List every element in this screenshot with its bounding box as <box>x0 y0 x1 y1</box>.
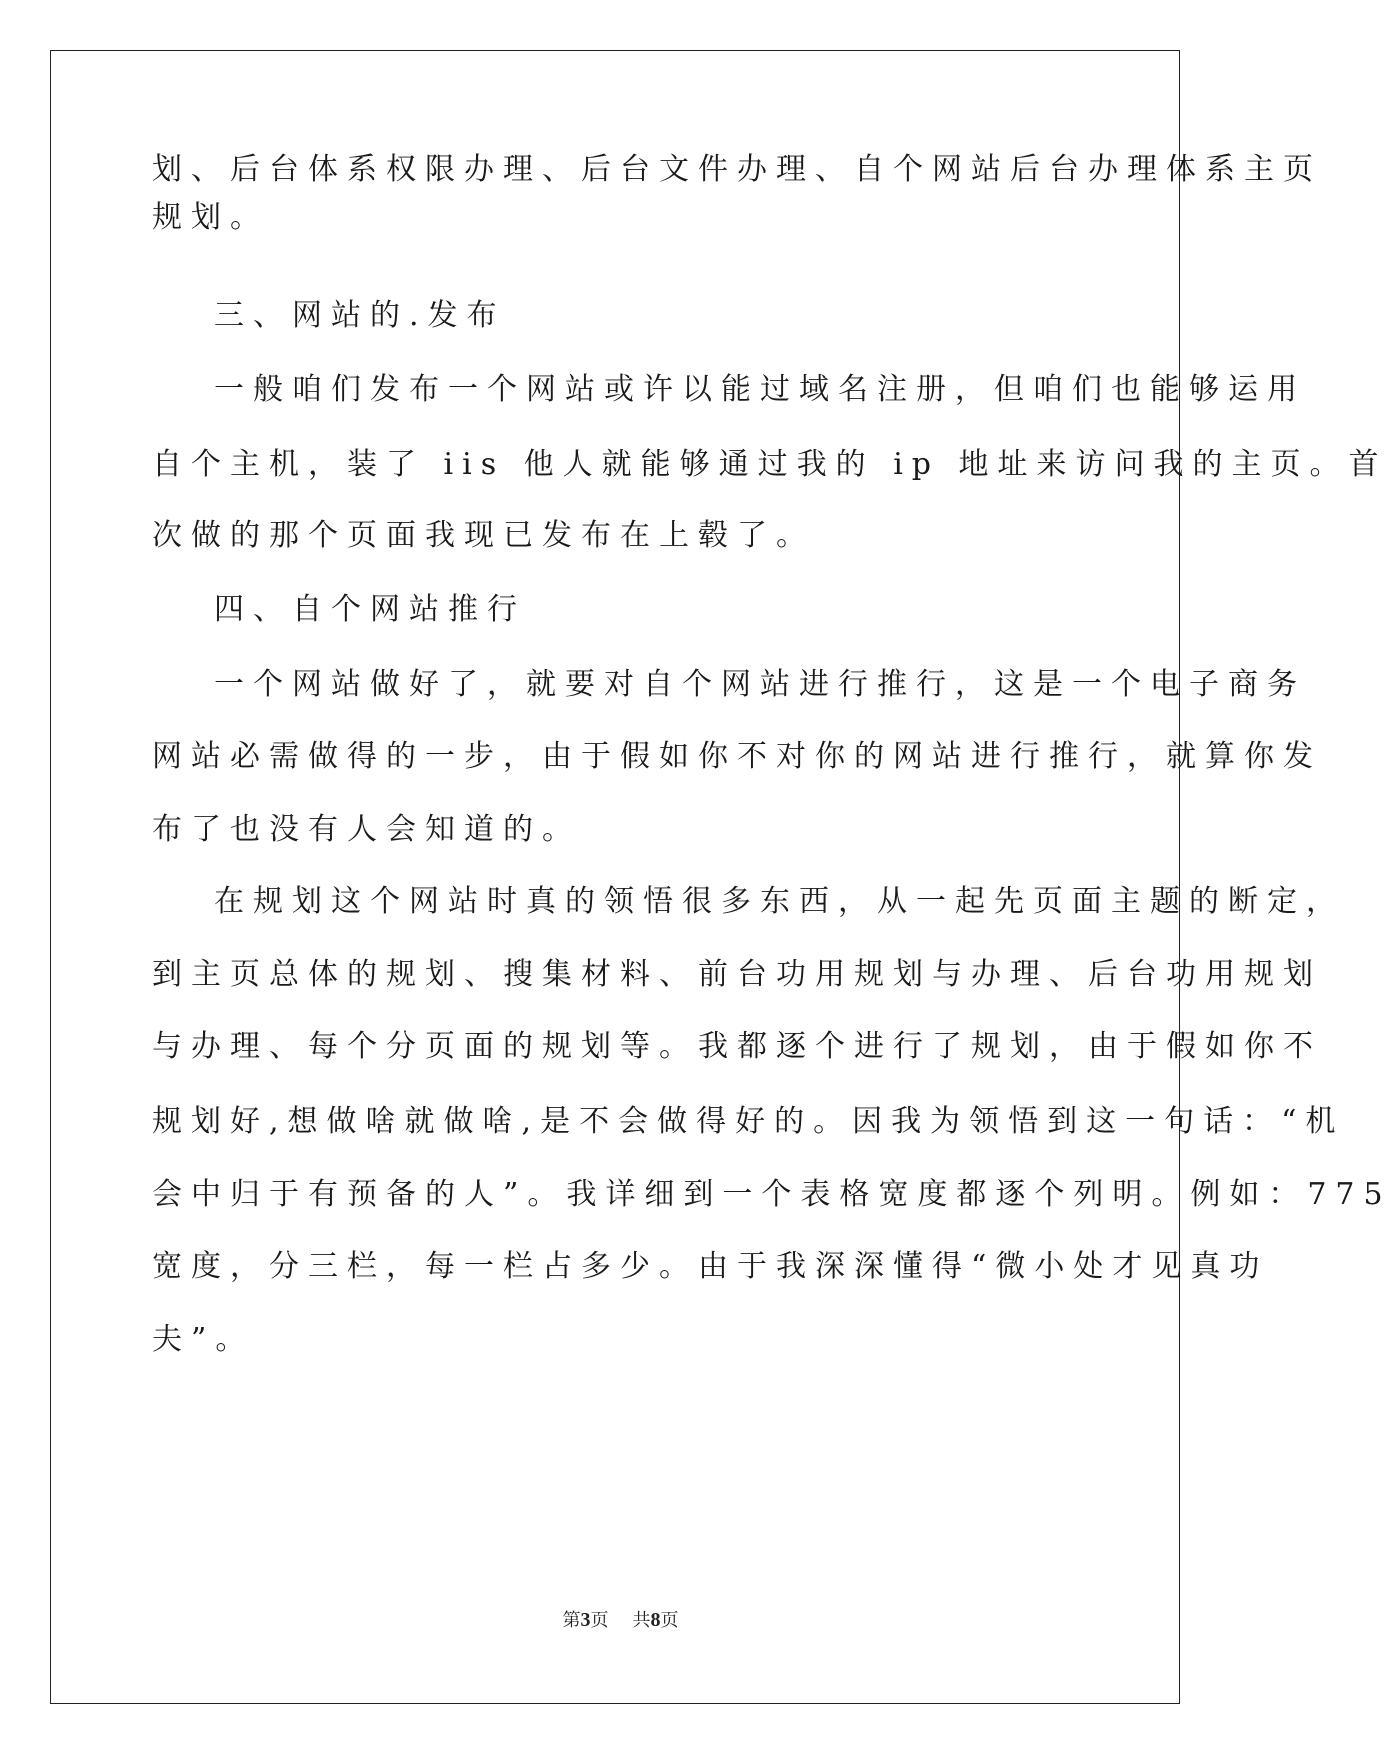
paragraph-line: 一个网站做好了，就要对自个网站进行推行，这是一个电子商务 <box>214 667 1306 702</box>
section-heading-3: 三、网站的.发布 <box>214 298 506 333</box>
page-total-number: 8 <box>650 1609 661 1631</box>
paragraph-line: 网站必需做得的一步，由于假如你不对你的网站进行推行，就算你发 <box>152 739 1322 774</box>
total-prefix: 共 <box>632 1610 651 1631</box>
page-suffix: 页 <box>590 1610 609 1631</box>
section-heading-4: 四、自个网站推行 <box>214 592 526 627</box>
paragraph-line: 夫”。 <box>152 1322 255 1357</box>
paragraph-line: 到主页总体的规划、搜集材料、前台功用规划与办理、后台功用规划 <box>152 957 1322 992</box>
page-current-number: 3 <box>580 1609 591 1631</box>
paragraph-line: 在规划这个网站时真的领悟很多东西，从一起先页面主题的断定， <box>214 884 1345 919</box>
paragraph-line: 一般咱们发布一个网站或许以能过域名注册，但咱们也能够运用 <box>214 372 1306 407</box>
paragraph-line: 与办理、每个分页面的规划等。我都逐个进行了规划，由于假如你不 <box>152 1029 1322 1064</box>
paragraph-line: 划、后台体系权限办理、后台文件办理、自个网站后台办理体系主页 <box>152 152 1322 187</box>
paragraph-line: 规划。 <box>152 200 269 235</box>
paragraph-line: 布了也没有人会知道的。 <box>152 812 581 847</box>
page-prefix: 第 <box>562 1610 581 1631</box>
paragraph-line: 会中归于有预备的人”。我详细到一个表格宽度都逐个列明。例如：775 <box>152 1177 1392 1212</box>
paragraph-line: 宽度，分三栏，每一栏占多少。由于我深深懂得“微小处才见真功 <box>152 1249 1269 1284</box>
paragraph-line: 自个主机，装了 iis 他人就能够通过我的 ip 地址来访问我的主页。首 <box>152 447 1388 482</box>
paragraph-line: 次做的那个页面我现已发布在上毂了。 <box>152 518 815 553</box>
page-footer <box>0 1606 1241 1632</box>
total-suffix: 页 <box>660 1610 679 1631</box>
paragraph-line: 规划好,想做啥就做啥,是不会做得好的。因我为领悟到这一句话：“机 <box>152 1104 1345 1139</box>
